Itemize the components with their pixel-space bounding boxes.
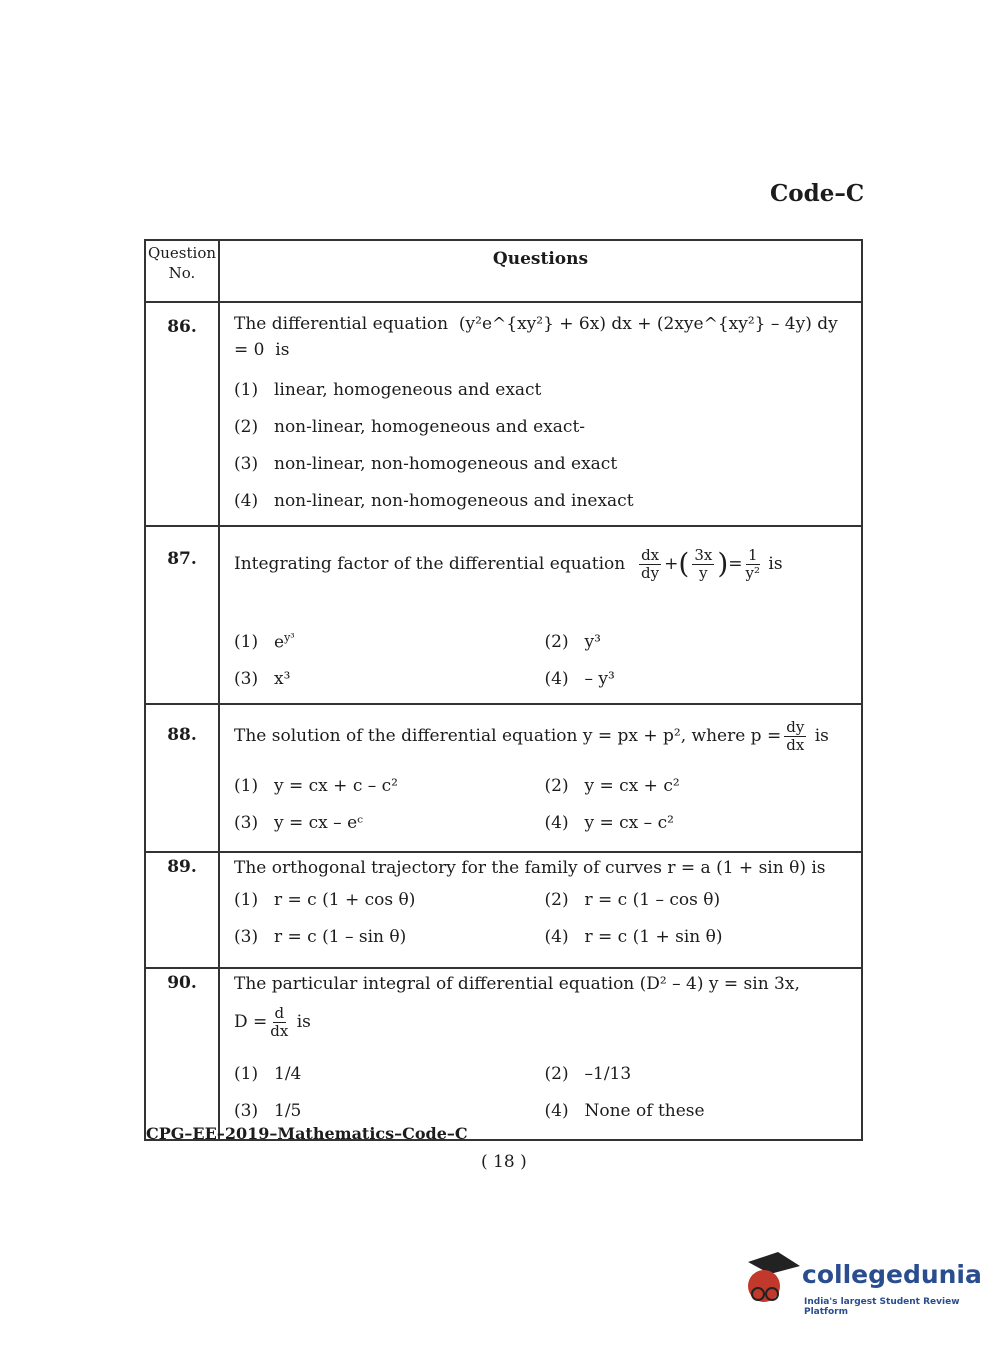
- table-header-row: [145, 240, 862, 302]
- question-stem: The particular integral of differential equation (D² – 4) y = sin 3x,: [234, 974, 800, 994]
- option: (1) y = cx + c – c²: [234, 775, 398, 796]
- fraction: $\frac{1}{\text{y²}}$: [745, 545, 761, 582]
- questions-header: Questions: [219, 240, 862, 302]
- page-number: ( 18 ): [481, 1152, 527, 1172]
- questions-table: [144, 239, 863, 1141]
- options-grid: [234, 1055, 855, 1129]
- brand-name: collegedunia: [802, 1260, 982, 1289]
- option: (1) linear, homogeneous and exact: [234, 379, 542, 400]
- question-number: 90.: [145, 968, 219, 1140]
- equation: (y²e^{xy²} + 6x) dx + (2xye^{xy²} – 4y) dy = 0: [234, 314, 838, 360]
- option: (3) 1/5: [234, 1100, 302, 1121]
- option: (4) r = c (1 + sin θ): [544, 926, 723, 947]
- question-row-90: [145, 968, 862, 1140]
- option: (2) y = cx + c²: [544, 775, 680, 796]
- option: (3) r = c (1 – sin θ): [234, 926, 407, 947]
- option: (4) None of these: [544, 1100, 705, 1121]
- question-stem-line2: D = $\frac{d}{dx}$ is: [234, 1003, 311, 1040]
- question-number: 87.: [145, 526, 219, 704]
- question-stem: The solution of the differential equation y = px + p², where p = $\frac{dy}{dx}$ is: [234, 717, 829, 754]
- option: (2) –1/13: [544, 1063, 632, 1084]
- fraction: $\frac{dy}{dx}$: [786, 717, 805, 754]
- options-grid: [234, 881, 855, 955]
- option: (3) y = cx – eᶜ: [234, 812, 364, 833]
- question-number: 86.: [145, 302, 219, 526]
- option: (2) non-linear, homogeneous and exact-: [234, 416, 586, 437]
- question-row-88: [145, 704, 862, 852]
- brand-tagline: India's largest Student Review Platform: [804, 1297, 960, 1317]
- paper-footer: CPG–EE–2019–Mathematics–Code–C: [146, 1124, 468, 1143]
- option: (4) – y³: [544, 668, 615, 689]
- question-stem: The differential equation (y²e^{xy²} + 6x) dx + (2xye^{xy²} – 4y) dy = 0 is: [234, 314, 838, 360]
- question-stem: Integrating factor of the differential equation $\frac{dx}{dy}$ + ( $\frac{3x}{y}$ ) = $\frac{1}{\text{y²}}$ is: [234, 545, 783, 582]
- question-row-86: [145, 302, 862, 526]
- option: (1) 1/4: [234, 1063, 302, 1084]
- question-number: 88.: [145, 704, 219, 852]
- fraction: $\frac{3x}{y}$: [694, 545, 713, 582]
- option: (4) y = cx – c²: [544, 812, 674, 833]
- option: (1) r = c (1 + cos θ): [234, 889, 416, 910]
- option-value: $e^{y^3}$: [274, 630, 295, 653]
- question-row-87: [145, 526, 862, 704]
- option: (4) non-linear, non-homogeneous and inexact: [234, 490, 634, 511]
- fraction: $\frac{dx}{dy}$: [641, 545, 660, 582]
- question-number-header: Question No.: [145, 240, 219, 302]
- options-grid: [234, 767, 855, 841]
- option: (2) r = c (1 – cos θ): [544, 889, 721, 910]
- option: (3) x³: [234, 668, 291, 689]
- option: (1) $e^{y^3}$: [234, 630, 295, 653]
- options-grid: [234, 623, 855, 697]
- question-row-89: [145, 852, 862, 968]
- question-number: 89.: [145, 852, 219, 968]
- option: (2) y³: [544, 631, 601, 652]
- fraction: $\frac{d}{dx}$: [270, 1003, 289, 1040]
- option: (3) non-linear, non-homogeneous and exact: [234, 453, 618, 474]
- question-stem: The orthogonal trajectory for the family of curves r = a (1 + sin θ) is: [234, 858, 826, 878]
- paper-code: Code–C: [770, 180, 865, 207]
